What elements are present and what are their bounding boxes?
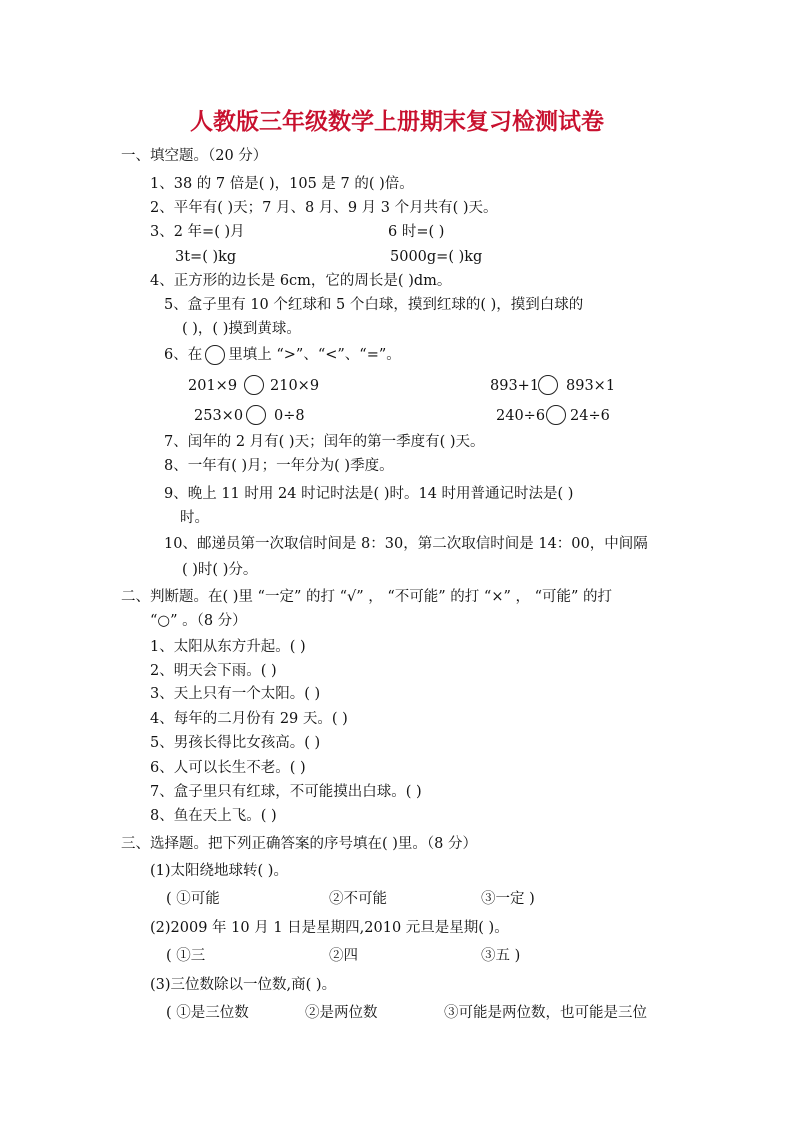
s1-q4: 4、正方形的边长是 6cm，它的周长是( )dm。 [150, 273, 452, 289]
choice-q2-option-1: ( ①三 [166, 948, 206, 964]
s1-q3a: 3、2 年=( )月 [150, 224, 245, 240]
section2-heading-b: “○” 。（8 分） [150, 613, 247, 629]
compare-1-right: 210×9 [270, 378, 320, 394]
s1-q6-post: 里填上 “>”、“<”、“=”。 [228, 347, 401, 363]
judge-item-8: 8、鱼在天上飞。( ) [150, 808, 277, 824]
s1-q9a: 9、晚上 11 时用 24 时记时法是( )时。14 时用普通记时法是( ) [164, 486, 574, 502]
compare-3-circle[interactable] [246, 405, 266, 425]
judge-item-3: 3、天上只有一个太阳。( ) [150, 686, 321, 702]
s1-q3c: 3t=( )kg [175, 249, 237, 265]
section3-heading: 三、选择题。把下列正确答案的序号填在( )里。（8 分） [121, 836, 478, 852]
page-title: 人教版三年级数学上册期末复习检测试卷 [190, 109, 604, 135]
s1-q6-pre: 6、在 [164, 347, 203, 363]
judge-item-4: 4、每年的二月份有 29 天。( ) [150, 711, 348, 727]
judge-item-2: 2、明天会下雨。( ) [150, 663, 277, 679]
choice-q2-option-2: ②四 [329, 948, 358, 964]
compare-3-right: 0÷8 [274, 408, 305, 424]
choice-q1: (1)太阳绕地球转( )。 [150, 863, 288, 879]
compare-1-circle[interactable] [244, 375, 264, 395]
compare-2-circle[interactable] [538, 375, 558, 395]
s1-q3d: 5000g=( )kg [390, 249, 483, 265]
compare-1-left: 201×9 [188, 378, 238, 394]
compare-2-left: 893+1 [490, 378, 540, 394]
s1-q9b: 时。 [180, 510, 209, 526]
judge-item-7: 7、盒子里只有红球，不可能摸出白球。( ) [150, 784, 422, 800]
circle-icon [205, 345, 225, 365]
s1-q3b: 6 时=( ) [388, 224, 445, 240]
compare-4-right: 24÷6 [570, 408, 610, 424]
s1-q10a: 10、邮递员第一次取信时间是 8：30，第二次取信时间是 14：00，中间隔 [164, 536, 648, 552]
judge-item-5: 5、男孩长得比女孩高。( ) [150, 735, 321, 751]
choice-q1-option-3: ③一定 ) [481, 891, 535, 907]
choice-q3-option-1: ( ①是三位数 [166, 1005, 249, 1021]
s1-q8: 8、一年有( )月；一年分为( )季度。 [164, 458, 394, 474]
compare-4-left: 240÷6 [496, 408, 546, 424]
s1-q5b: ( )，( )摸到黄球。 [182, 321, 301, 337]
s1-q7: 7、闰年的 2 月有( )天；闰年的第一季度有( )天。 [164, 434, 485, 450]
judge-item-6: 6、人可以长生不老。( ) [150, 760, 306, 776]
section2-heading-a: 二、判断题。在( )里 “一定” 的打 “√” ， “不可能” 的打 “×” ， “可能” 的打 [121, 589, 613, 605]
choice-q2: (2)2009 年 10 月 1 日是星期四,2010 元旦是星期( )。 [150, 920, 509, 936]
s1-q1: 1、38 的 7 倍是( )，105 是 7 的( )倍。 [150, 176, 414, 192]
choice-q1-option-1: ( ①可能 [166, 891, 220, 907]
s1-q10b: ( )时( )分。 [182, 562, 258, 578]
s1-q6 [164, 345, 401, 365]
compare-3-left: 253×0 [194, 408, 244, 424]
compare-4-circle[interactable] [546, 405, 566, 425]
choice-q2-option-3: ③五 ) [481, 948, 521, 964]
choice-q3: (3)三位数除以一位数,商( )。 [150, 977, 337, 993]
s1-q5a: 5、盒子里有 10 个红球和 5 个白球，摸到红球的( )，摸到白球的 [164, 297, 584, 313]
section1-heading: 一、填空题。（20 分） [121, 148, 268, 164]
s1-q2: 2、平年有( )天；7 月、8 月、9 月 3 个月共有( )天。 [150, 200, 498, 216]
choice-q3-option-3: ③可能是两位数，也可能是三位 [444, 1005, 647, 1021]
judge-item-1: 1、太阳从东方升起。( ) [150, 639, 306, 655]
choice-q3-option-2: ②是两位数 [305, 1005, 378, 1021]
choice-q1-option-2: ②不可能 [329, 891, 387, 907]
compare-2-right: 893×1 [566, 378, 616, 394]
